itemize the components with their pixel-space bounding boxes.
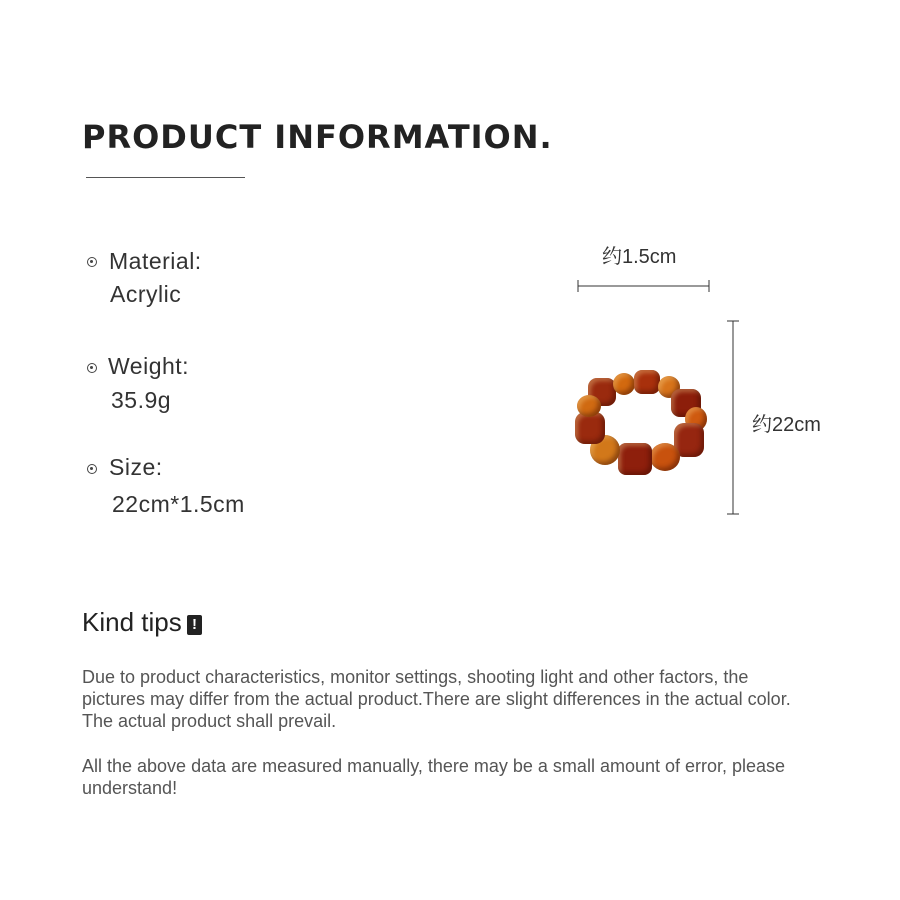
bullet-circle-icon (87, 363, 97, 373)
kind-tips-heading: Kind tips (82, 607, 182, 637)
height-dimension-label: 约22cm (752, 414, 821, 436)
width-dimension-label: 约1.5cm (602, 246, 677, 268)
bullet-circle-icon (87, 257, 97, 267)
spec-size-value: 22cm*1.5cm (112, 491, 245, 517)
tips-paragraph: All the above data are measured manually, there may be a small amount of error, please understand! (82, 756, 786, 798)
bullet-circle-icon (87, 464, 97, 474)
height-dimension-line (725, 318, 741, 518)
spec-size-label: Size: (109, 454, 163, 480)
spec-weight-value: 35.9g (111, 387, 172, 413)
page-title: PRODUCT INFORMATION. (82, 118, 553, 156)
width-dimension-line (575, 278, 715, 294)
title-underline (86, 177, 245, 178)
bracelet-image (570, 365, 715, 480)
exclamation-icon: ! (187, 615, 202, 635)
tips-paragraph: Due to product characteristics, monitor settings, shooting light and other factors, the pictures may differ from the actual product.There are slight differences in the actual color. The actual product shall prevail. (82, 667, 791, 731)
spec-weight-label: Weight: (108, 353, 190, 379)
spec-material-value: Acrylic (110, 281, 182, 307)
spec-material-label: Material: (109, 248, 202, 274)
